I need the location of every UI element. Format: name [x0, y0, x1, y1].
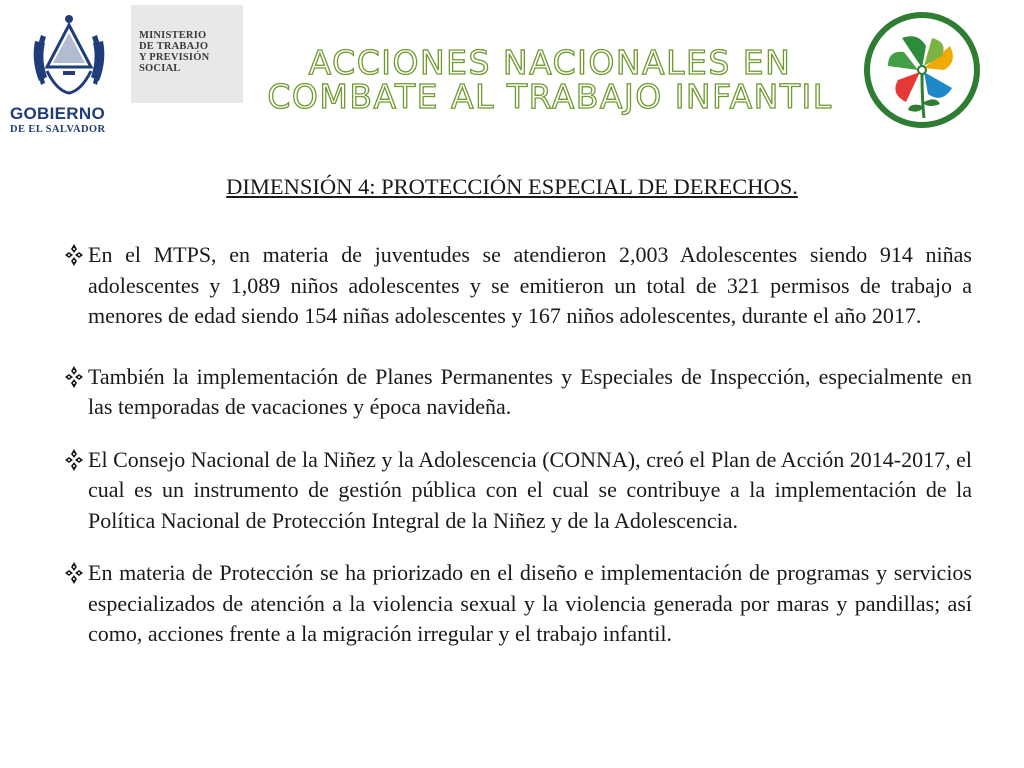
ministry-line: SOCIAL [139, 63, 181, 74]
bullet-list [62, 240, 972, 650]
header-logos [7, 5, 243, 135]
list-item [62, 362, 972, 423]
diamond-bullet-icon [62, 240, 86, 270]
bullet-text: El Consejo Nacional de la Niñez y la Adolescencia (CONNA), creó el Plan de Acción 2014-2017, el cual es un instrumento de gestión pública con el cual se contribuye a la implementación de la Política Nacional de Protección Integral de la Niñez y de la Adolescencia. [88, 446, 972, 533]
list-item [62, 240, 972, 332]
government-logo [7, 5, 131, 135]
list-item [62, 445, 972, 537]
diamond-bullet-icon [62, 445, 86, 475]
diamond-bullet-icon [62, 362, 86, 392]
page-title: ACCIONES NACIONALES EN COMBATE AL TRABAJO INFANTIL [267, 43, 833, 116]
ministry-label-box [131, 5, 243, 103]
ministry-line: MINISTERIO [139, 30, 207, 41]
bullet-text: En el MTPS, en materia de juventudes se atendieron 2,003 Adolescentes siendo 914 niñas adolescentes y 1,089 niños adolescentes y se emitieron un total de 321 permisos de trabajo a menores de edad siendo 154 niñas adolescentes y 167 niños adolescentes, durante el año 2017. [88, 242, 972, 328]
government-subtitle: DE EL SALVADOR [10, 124, 106, 135]
diamond-bullet-icon [62, 558, 86, 588]
government-wordmark: GOBIERNO [10, 104, 105, 123]
ministry-line: DE TRABAJO [139, 41, 209, 52]
list-item [62, 558, 972, 650]
bullet-text: En materia de Protección se ha priorizado en el diseño e implementación de programas y servicios especializados de atención a la violencia sexual y la violencia generada por maras y pandillas; así como, acciones frente a la migración irregular y el trabajo infantil. [88, 560, 972, 646]
bullet-text: También la implementación de Planes Permanentes y Especiales de Inspección, especialmente en las temporadas de vacaciones y época navideña. [88, 363, 972, 419]
pinwheel-emblem-icon [862, 10, 982, 130]
section-subtitle: DIMENSIÓN 4: PROTECCIÓN ESPECIAL DE DERECHOS. [226, 174, 798, 199]
ministry-line: Y PREVISIÓN [139, 52, 210, 63]
coat-of-arms-icon [27, 11, 111, 97]
